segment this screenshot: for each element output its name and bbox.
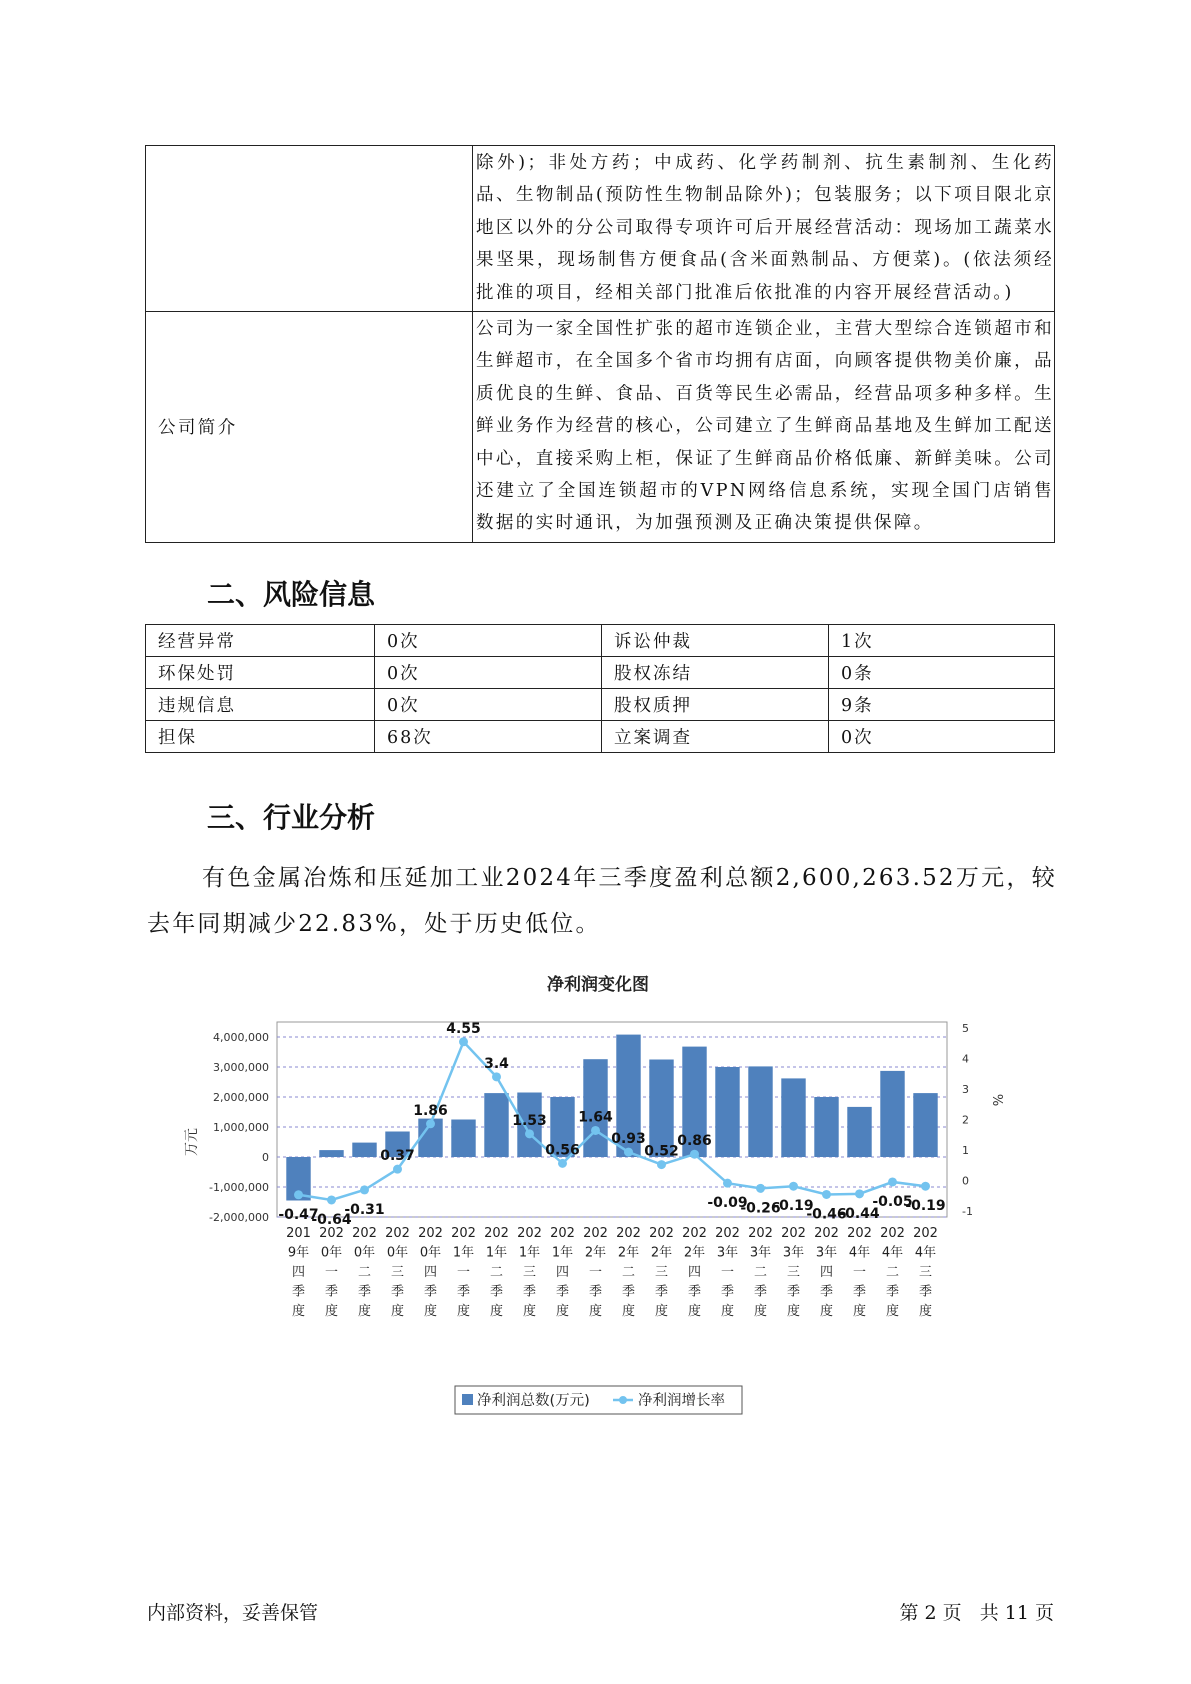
x-tick-label: 季 bbox=[357, 1284, 372, 1300]
x-tick-label: 3年 bbox=[782, 1245, 805, 1261]
x-tick-label: 度 bbox=[786, 1304, 801, 1319]
data-label: 1.64 bbox=[578, 1109, 613, 1126]
data-label: -0.44 bbox=[839, 1205, 880, 1222]
x-tick-label: 2年 bbox=[683, 1245, 706, 1261]
y2-axis-label: % bbox=[989, 1093, 1004, 1107]
x-tick-label: 202 bbox=[814, 1226, 839, 1241]
x-tick-label: 一 bbox=[852, 1265, 867, 1280]
x-tick-label: 一 bbox=[588, 1265, 603, 1280]
section-heading-industry: 三、行业分析 bbox=[207, 801, 376, 834]
x-tick-label: 度 bbox=[720, 1304, 735, 1319]
x-tick-label: 202 bbox=[847, 1226, 872, 1241]
risk-label: 担保 bbox=[146, 721, 375, 753]
bar bbox=[319, 1150, 343, 1157]
x-tick-label: 季 bbox=[654, 1284, 669, 1300]
risk-value: 0条 bbox=[829, 657, 1055, 689]
x-tick-label: 9年 bbox=[287, 1245, 310, 1261]
x-tick-label: 0年 bbox=[386, 1245, 409, 1261]
data-label: 4.55 bbox=[446, 1020, 481, 1037]
y2-tick-label: -1 bbox=[962, 1204, 973, 1218]
x-tick-label: 度 bbox=[687, 1304, 702, 1319]
x-tick-label: 三 bbox=[522, 1265, 537, 1280]
risk-value: 0次 bbox=[375, 689, 602, 721]
bar bbox=[913, 1093, 937, 1157]
y-tick-label: 2,000,000 bbox=[213, 1091, 269, 1104]
risk-value: 1次 bbox=[829, 625, 1055, 657]
risk-value: 9条 bbox=[829, 689, 1055, 721]
bar bbox=[847, 1107, 871, 1157]
x-tick-label: 季 bbox=[753, 1284, 768, 1300]
data-label: 1.86 bbox=[413, 1102, 448, 1119]
x-tick-label: 202 bbox=[517, 1226, 542, 1241]
x-tick-label: 4年 bbox=[848, 1245, 871, 1261]
x-tick-label: 3年 bbox=[815, 1245, 838, 1261]
x-tick-label: 季 bbox=[390, 1284, 405, 1300]
bar bbox=[451, 1120, 475, 1158]
data-label: -0.26 bbox=[740, 1200, 781, 1217]
x-tick-label: 度 bbox=[291, 1304, 306, 1319]
x-tick-label: 度 bbox=[753, 1304, 768, 1319]
x-tick-label: 季 bbox=[819, 1284, 834, 1300]
table-row bbox=[146, 625, 1055, 657]
x-tick-label: 四 bbox=[687, 1265, 702, 1280]
x-tick-label: 202 bbox=[649, 1226, 674, 1241]
x-tick-label: 4年 bbox=[881, 1245, 904, 1261]
y-tick-label: 1,000,000 bbox=[213, 1121, 269, 1134]
x-tick-label: 2年 bbox=[617, 1245, 640, 1261]
bar bbox=[649, 1060, 673, 1158]
x-tick-label: 202 bbox=[781, 1226, 806, 1241]
bar bbox=[880, 1071, 904, 1157]
bar bbox=[583, 1059, 607, 1157]
x-tick-label: 2年 bbox=[584, 1245, 607, 1261]
risk-info-table bbox=[145, 624, 1055, 753]
table-row bbox=[146, 312, 1055, 543]
x-tick-label: 1年 bbox=[551, 1245, 574, 1261]
x-tick-label: 4年 bbox=[914, 1245, 937, 1261]
x-tick-label: 季 bbox=[852, 1284, 867, 1300]
x-tick-label: 二 bbox=[753, 1265, 768, 1280]
x-tick-label: 度 bbox=[588, 1304, 603, 1319]
risk-value: 68次 bbox=[375, 721, 602, 753]
bar bbox=[715, 1067, 739, 1157]
y2-tick-label: 0 bbox=[962, 1174, 969, 1188]
section-heading-risk: 二、风险信息 bbox=[207, 578, 376, 611]
risk-label: 经营异常 bbox=[146, 625, 375, 657]
legend-bar-swatch bbox=[462, 1394, 473, 1405]
risk-value: 0次 bbox=[375, 625, 602, 657]
legend-bar-label: 净利润总数(万元) bbox=[477, 1393, 590, 1409]
risk-label: 环保处罚 bbox=[146, 657, 375, 689]
data-label: -0.31 bbox=[344, 1201, 385, 1218]
line-point bbox=[492, 1072, 501, 1081]
y-tick-label: 4,000,000 bbox=[213, 1031, 269, 1044]
x-tick-label: 度 bbox=[885, 1304, 900, 1319]
bar bbox=[814, 1097, 838, 1157]
row-label-company-profile: 公司简介 bbox=[146, 312, 473, 543]
x-tick-label: 季 bbox=[456, 1284, 471, 1300]
x-axis-ticks bbox=[286, 1226, 938, 1319]
x-tick-label: 202 bbox=[319, 1226, 344, 1241]
line-point bbox=[888, 1177, 897, 1186]
line-point bbox=[855, 1189, 864, 1198]
y-axis-label: 万元 bbox=[184, 1128, 200, 1156]
x-tick-label: 季 bbox=[291, 1284, 306, 1300]
x-tick-label: 201 bbox=[286, 1226, 311, 1241]
line-point bbox=[690, 1150, 699, 1159]
chart-legend bbox=[455, 1386, 742, 1414]
bar bbox=[748, 1066, 772, 1157]
x-tick-label: 2年 bbox=[650, 1245, 673, 1261]
x-tick-label: 一 bbox=[324, 1265, 339, 1280]
risk-value: 0次 bbox=[829, 721, 1055, 753]
x-tick-label: 202 bbox=[352, 1226, 377, 1241]
y-tick-label: 3,000,000 bbox=[213, 1061, 269, 1074]
x-tick-label: 1年 bbox=[518, 1245, 541, 1261]
x-tick-label: 一 bbox=[720, 1265, 735, 1280]
data-label: -0.46 bbox=[806, 1206, 847, 1223]
y2-tick-label: 3 bbox=[962, 1083, 969, 1097]
line-point bbox=[591, 1126, 600, 1135]
x-tick-label: 季 bbox=[423, 1284, 438, 1300]
line-point bbox=[756, 1184, 765, 1193]
x-tick-label: 202 bbox=[880, 1226, 905, 1241]
x-tick-label: 202 bbox=[748, 1226, 773, 1241]
x-tick-label: 一 bbox=[456, 1265, 471, 1280]
x-tick-label: 四 bbox=[423, 1265, 438, 1280]
legend-line-marker bbox=[619, 1396, 627, 1404]
x-tick-label: 季 bbox=[918, 1284, 933, 1300]
net-profit-chart bbox=[0, 960, 1191, 1430]
x-tick-label: 202 bbox=[583, 1226, 608, 1241]
x-tick-label: 3年 bbox=[749, 1245, 772, 1261]
legend-line-label: 净利润增长率 bbox=[638, 1393, 725, 1409]
data-label: 3.4 bbox=[484, 1055, 509, 1072]
x-tick-label: 度 bbox=[489, 1304, 504, 1319]
x-tick-label: 三 bbox=[918, 1265, 933, 1280]
y2-tick-label: 2 bbox=[962, 1113, 969, 1127]
y-tick-label: 0 bbox=[262, 1151, 269, 1164]
table-row bbox=[146, 657, 1055, 689]
y2-axis-ticks bbox=[962, 1022, 973, 1218]
data-label: -0.05 bbox=[872, 1193, 913, 1210]
risk-label: 立案调查 bbox=[602, 721, 829, 753]
y-tick-label: -2,000,000 bbox=[209, 1211, 269, 1224]
data-label: 0.52 bbox=[644, 1143, 679, 1160]
x-tick-label: 季 bbox=[555, 1284, 570, 1300]
table-row bbox=[146, 146, 1055, 312]
y2-tick-label: 1 bbox=[962, 1143, 969, 1157]
risk-label: 诉讼仲裁 bbox=[602, 625, 829, 657]
industry-paragraph: 有色金属冶炼和压延加工业2024年三季度盈利总额2,600,263.52万元，较去年同期减少22.83%，处于历史低位。 bbox=[147, 865, 1057, 937]
x-tick-label: 0年 bbox=[320, 1245, 343, 1261]
x-tick-label: 季 bbox=[522, 1284, 537, 1300]
x-tick-label: 度 bbox=[654, 1304, 669, 1319]
risk-label: 股权冻结 bbox=[602, 657, 829, 689]
line-point bbox=[360, 1185, 369, 1194]
data-label: 0.37 bbox=[380, 1148, 415, 1165]
x-tick-label: 度 bbox=[456, 1304, 471, 1319]
x-tick-label: 3年 bbox=[716, 1245, 739, 1261]
x-tick-label: 1年 bbox=[485, 1245, 508, 1261]
line-point bbox=[624, 1148, 633, 1157]
x-tick-label: 二 bbox=[357, 1265, 372, 1280]
line-point bbox=[558, 1159, 567, 1168]
company-info-table bbox=[145, 145, 1055, 543]
x-tick-label: 二 bbox=[621, 1265, 636, 1280]
page-number: 第 2 页 共 11 页 bbox=[899, 1602, 1054, 1624]
x-tick-label: 202 bbox=[451, 1226, 476, 1241]
data-label: 0.93 bbox=[611, 1131, 646, 1148]
x-tick-label: 0年 bbox=[419, 1245, 442, 1261]
x-tick-label: 二 bbox=[885, 1265, 900, 1280]
x-tick-label: 度 bbox=[918, 1304, 933, 1319]
x-tick-label: 季 bbox=[687, 1284, 702, 1300]
x-tick-label: 202 bbox=[682, 1226, 707, 1241]
x-tick-label: 三 bbox=[390, 1265, 405, 1280]
y-axis-ticks bbox=[209, 1031, 269, 1224]
bar bbox=[484, 1093, 508, 1157]
x-tick-label: 季 bbox=[489, 1284, 504, 1300]
data-label: 0.56 bbox=[545, 1142, 580, 1159]
data-label: -0.19 bbox=[773, 1198, 814, 1215]
line-point bbox=[789, 1182, 798, 1191]
x-tick-label: 度 bbox=[423, 1304, 438, 1319]
x-tick-label: 202 bbox=[550, 1226, 575, 1241]
x-tick-label: 二 bbox=[489, 1265, 504, 1280]
risk-value: 0次 bbox=[375, 657, 602, 689]
data-label: 0.86 bbox=[677, 1133, 712, 1150]
x-tick-label: 1年 bbox=[452, 1245, 475, 1261]
bar bbox=[352, 1143, 376, 1157]
y2-tick-label: 5 bbox=[962, 1022, 969, 1036]
x-tick-label: 度 bbox=[390, 1304, 405, 1319]
x-tick-label: 度 bbox=[819, 1304, 834, 1319]
x-tick-label: 202 bbox=[418, 1226, 443, 1241]
risk-label: 股权质押 bbox=[602, 689, 829, 721]
x-tick-label: 季 bbox=[786, 1284, 801, 1300]
bar bbox=[781, 1078, 805, 1157]
table-row bbox=[146, 689, 1055, 721]
chart-title: 净利润变化图 bbox=[547, 975, 649, 995]
line-point bbox=[822, 1190, 831, 1199]
line-point bbox=[525, 1129, 534, 1138]
x-tick-label: 季 bbox=[588, 1284, 603, 1300]
line-point bbox=[723, 1179, 732, 1188]
x-tick-label: 度 bbox=[852, 1304, 867, 1319]
x-tick-label: 季 bbox=[621, 1284, 636, 1300]
data-label: -0.19 bbox=[905, 1198, 946, 1215]
y2-tick-label: 4 bbox=[962, 1052, 969, 1066]
x-tick-label: 三 bbox=[654, 1265, 669, 1280]
x-tick-label: 四 bbox=[819, 1265, 834, 1280]
risk-label: 违规信息 bbox=[146, 689, 375, 721]
x-tick-label: 度 bbox=[555, 1304, 570, 1319]
data-label: -0.47 bbox=[278, 1206, 319, 1223]
data-label: 1.53 bbox=[512, 1112, 547, 1129]
data-label: -0.64 bbox=[311, 1211, 352, 1228]
x-tick-label: 度 bbox=[621, 1304, 636, 1319]
x-tick-label: 季 bbox=[885, 1284, 900, 1300]
line-point bbox=[294, 1190, 303, 1199]
y-tick-label: -1,000,000 bbox=[209, 1181, 269, 1194]
x-tick-label: 三 bbox=[786, 1265, 801, 1280]
line-point bbox=[921, 1182, 930, 1191]
x-tick-label: 四 bbox=[555, 1265, 570, 1280]
x-tick-label: 202 bbox=[484, 1226, 509, 1241]
x-tick-label: 季 bbox=[720, 1284, 735, 1300]
x-tick-label: 202 bbox=[913, 1226, 938, 1241]
company-profile-text: 公司为一家全国性扩张的超市连锁企业，主营大型综合连锁超市和生鲜超市，在全国多个省市均拥有店面，向顾客提供物美价廉，品质优良的生鲜、食品、百货等民生必需品，经营品项多种多样。生鲜业务作为经营的核心，公司建立了生鲜商品基地及生鲜加工配送中心，直接采购上柜，保证了生鲜商品价格低廉、新鲜美味。公司还建立了全国连锁超市的VPN网络信息系统，实现全国门店销售数据的实时通讯，为加强预测及正确决策提供保障。 bbox=[473, 312, 1055, 543]
x-tick-label: 度 bbox=[522, 1304, 537, 1319]
x-tick-label: 四 bbox=[291, 1265, 306, 1280]
x-tick-label: 季 bbox=[324, 1284, 339, 1300]
line-point bbox=[459, 1037, 468, 1046]
x-tick-label: 度 bbox=[324, 1304, 339, 1319]
footer-confidential: 内部资料，妥善保管 bbox=[147, 1602, 319, 1624]
x-tick-label: 202 bbox=[715, 1226, 740, 1241]
line-point bbox=[327, 1195, 336, 1204]
x-tick-label: 度 bbox=[357, 1304, 372, 1319]
business-scope-text: 除外)；非处方药；中成药、化学药制剂、抗生素制剂、生化药品、生物制品(预防性生物制品除外)；包装服务；以下项目限北京地区以外的分公司取得专项许可后开展经营活动：现场加工蔬菜水果坚果，现场制售方便食品(含米面熟制品、方便菜)。(依法须经批准的项目，经相关部门批准后依批准的内容开展经营活动。) bbox=[473, 146, 1055, 312]
x-tick-label: 0年 bbox=[353, 1245, 376, 1261]
table-row bbox=[146, 721, 1055, 753]
x-tick-label: 202 bbox=[616, 1226, 641, 1241]
row-label bbox=[146, 146, 473, 312]
x-tick-label: 202 bbox=[385, 1226, 410, 1241]
data-label: -0.09 bbox=[707, 1195, 748, 1212]
line-point bbox=[657, 1160, 666, 1169]
line-point bbox=[426, 1119, 435, 1128]
line-point bbox=[393, 1165, 402, 1174]
